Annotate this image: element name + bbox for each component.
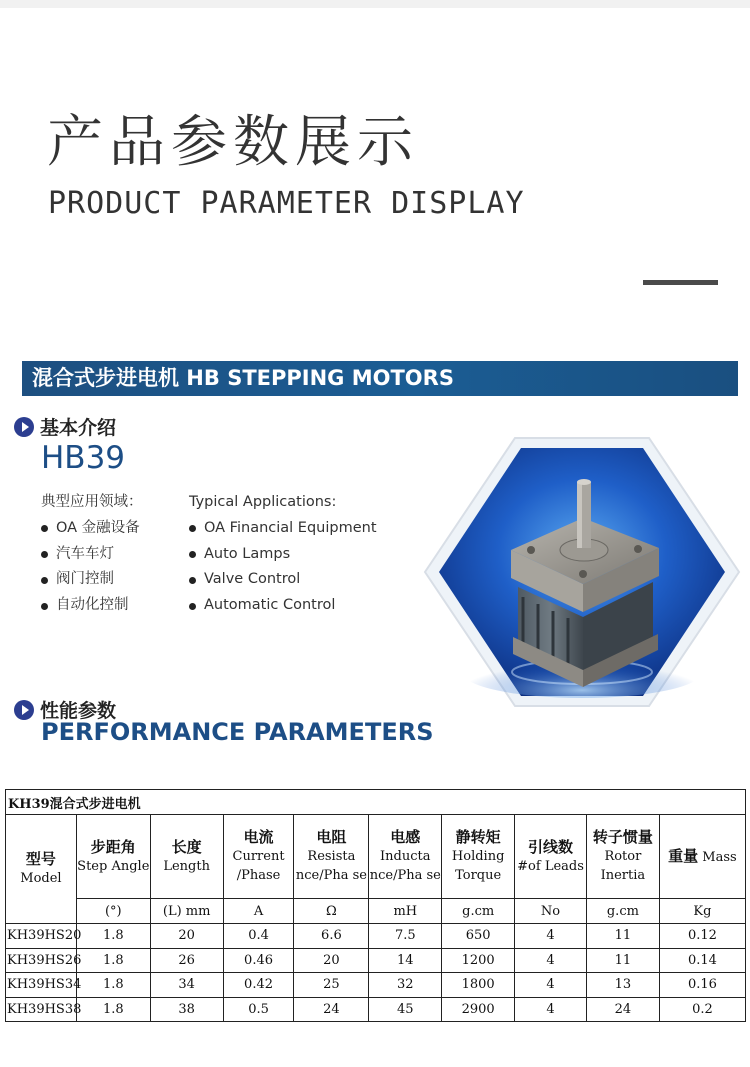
list-item bbox=[41, 593, 143, 619]
list-item-label: 汽车车灯 bbox=[56, 545, 114, 562]
table-cell: KH39HS34 bbox=[6, 973, 77, 998]
table-cell: 14 bbox=[369, 948, 442, 973]
table-cell: 11 bbox=[586, 924, 659, 949]
table-cell: 11 bbox=[586, 948, 659, 973]
table-cell: 0.16 bbox=[659, 973, 745, 998]
performance-section-title: 性能参数 bbox=[40, 700, 117, 722]
play-bullet-icon bbox=[14, 417, 34, 437]
applications-cn-heading: 典型应用领域： bbox=[41, 494, 143, 510]
bullet-dot-icon bbox=[189, 551, 196, 558]
table-cell: 4 bbox=[515, 924, 587, 949]
bullet-dot-icon bbox=[189, 603, 196, 610]
table-cell: 26 bbox=[150, 948, 223, 973]
title-divider bbox=[643, 280, 718, 285]
applications-en-heading: Typical Applications: bbox=[189, 494, 337, 510]
unit-cell: mH bbox=[369, 899, 442, 924]
list-item bbox=[41, 542, 143, 568]
table-row bbox=[6, 924, 746, 949]
hexagon-motor-graphic bbox=[423, 432, 741, 712]
table-units-row bbox=[6, 899, 746, 924]
table-cell: 34 bbox=[150, 973, 223, 998]
table-cell: 0.14 bbox=[659, 948, 745, 973]
table-cell: 1.8 bbox=[76, 997, 150, 1022]
unit-cell: Ω bbox=[294, 899, 369, 924]
bullet-dot-icon bbox=[189, 525, 196, 532]
table-header-row bbox=[6, 815, 746, 899]
unit-cell: (L) mm bbox=[150, 899, 223, 924]
list-item-label: Auto Lamps bbox=[204, 545, 291, 562]
column-header: 静转矩 Holding Torque bbox=[442, 815, 515, 899]
list-item-label: 阀门控制 bbox=[56, 571, 114, 588]
unit-cell: g.cm bbox=[442, 899, 515, 924]
top-strip bbox=[0, 0, 750, 8]
table-cell: KH39HS26 bbox=[6, 948, 77, 973]
table-cell: 45 bbox=[369, 997, 442, 1022]
table-cell: 650 bbox=[442, 924, 515, 949]
list-item-label: OA 金融设备 bbox=[56, 519, 140, 536]
table-cell: 4 bbox=[515, 948, 587, 973]
table-caption: KH39混合式步进电机 bbox=[6, 790, 746, 815]
unit-cell: (°) bbox=[76, 899, 150, 924]
column-header: 步距角 Step Angle bbox=[76, 815, 150, 899]
table-cell: 0.5 bbox=[223, 997, 294, 1022]
model-name: HB39 bbox=[41, 440, 126, 476]
table-cell: 0.42 bbox=[223, 973, 294, 998]
unit-cell: g.cm bbox=[586, 899, 659, 924]
list-item bbox=[41, 567, 143, 593]
bullet-dot-icon bbox=[41, 577, 48, 584]
list-item-label: Valve Control bbox=[204, 571, 301, 588]
list-item bbox=[41, 516, 143, 542]
table-cell: 4 bbox=[515, 997, 587, 1022]
bullet-dot-icon bbox=[189, 577, 196, 584]
list-item-label: Automatic Control bbox=[204, 597, 336, 614]
intro-section-title: 基本介绍 bbox=[40, 417, 117, 439]
unit-cell: Kg bbox=[659, 899, 745, 924]
unit-cell: No bbox=[515, 899, 587, 924]
page-title-en: PRODUCT PARAMETER DISPLAY bbox=[48, 186, 525, 221]
table-cell: KH39HS20 bbox=[6, 924, 77, 949]
list-item bbox=[189, 516, 377, 542]
table-cell: 38 bbox=[150, 997, 223, 1022]
table-cell: 2900 bbox=[442, 997, 515, 1022]
table-cell: 4 bbox=[515, 973, 587, 998]
table-cell: 0.4 bbox=[223, 924, 294, 949]
table-cell: 24 bbox=[586, 997, 659, 1022]
column-header: 电感 Inducta nce/Pha se bbox=[369, 815, 442, 899]
table-cell: 1.8 bbox=[76, 973, 150, 998]
table-cell: 1.8 bbox=[76, 924, 150, 949]
bullet-dot-icon bbox=[41, 551, 48, 558]
table-cell: 1800 bbox=[442, 973, 515, 998]
column-header: 长度 Length bbox=[150, 815, 223, 899]
motor-product-image bbox=[423, 432, 741, 712]
product-banner: 混合式步进电机 HB STEPPING MOTORS bbox=[22, 361, 738, 396]
table-cell: KH39HS38 bbox=[6, 997, 77, 1022]
page-title-cn: 产品参数展示 bbox=[47, 110, 419, 175]
table-cell: 24 bbox=[294, 997, 369, 1022]
list-item bbox=[189, 542, 377, 568]
table-cell: 20 bbox=[294, 948, 369, 973]
column-header: 电阻 Resista nce/Pha se bbox=[294, 815, 369, 899]
applications-en bbox=[189, 490, 377, 619]
intro-section-heading bbox=[14, 413, 116, 440]
applications-cn bbox=[41, 490, 143, 619]
table-cell: 0.46 bbox=[223, 948, 294, 973]
column-header: 引线数 #of Leads bbox=[515, 815, 587, 899]
list-item-label: 自动化控制 bbox=[56, 597, 129, 614]
table-cell: 1200 bbox=[442, 948, 515, 973]
table-cell: 20 bbox=[150, 924, 223, 949]
table-cell: 7.5 bbox=[369, 924, 442, 949]
column-header: 转子惯量 Rotor Inertia bbox=[586, 815, 659, 899]
table-cell: 13 bbox=[586, 973, 659, 998]
table-cell: 0.2 bbox=[659, 997, 745, 1022]
table-row bbox=[6, 948, 746, 973]
table-cell: 6.6 bbox=[294, 924, 369, 949]
column-header: 重量 Mass bbox=[659, 815, 745, 899]
table-cell: 1.8 bbox=[76, 948, 150, 973]
list-item bbox=[189, 567, 377, 593]
play-bullet-icon bbox=[14, 700, 34, 720]
bullet-dot-icon bbox=[41, 603, 48, 610]
specs-table bbox=[5, 789, 746, 1022]
list-item-label: OA Financial Equipment bbox=[204, 519, 377, 536]
table-row bbox=[6, 997, 746, 1022]
table-cell: 25 bbox=[294, 973, 369, 998]
table-cell: 32 bbox=[369, 973, 442, 998]
unit-cell: A bbox=[223, 899, 294, 924]
column-header: 型号 Model bbox=[6, 815, 77, 924]
bullet-dot-icon bbox=[41, 525, 48, 532]
performance-title-en: PERFORMANCE PARAMETERS bbox=[41, 718, 434, 746]
table-row bbox=[6, 973, 746, 998]
list-item bbox=[189, 593, 377, 619]
table-cell: 0.12 bbox=[659, 924, 745, 949]
column-header: 电流 Current /Phase bbox=[223, 815, 294, 899]
